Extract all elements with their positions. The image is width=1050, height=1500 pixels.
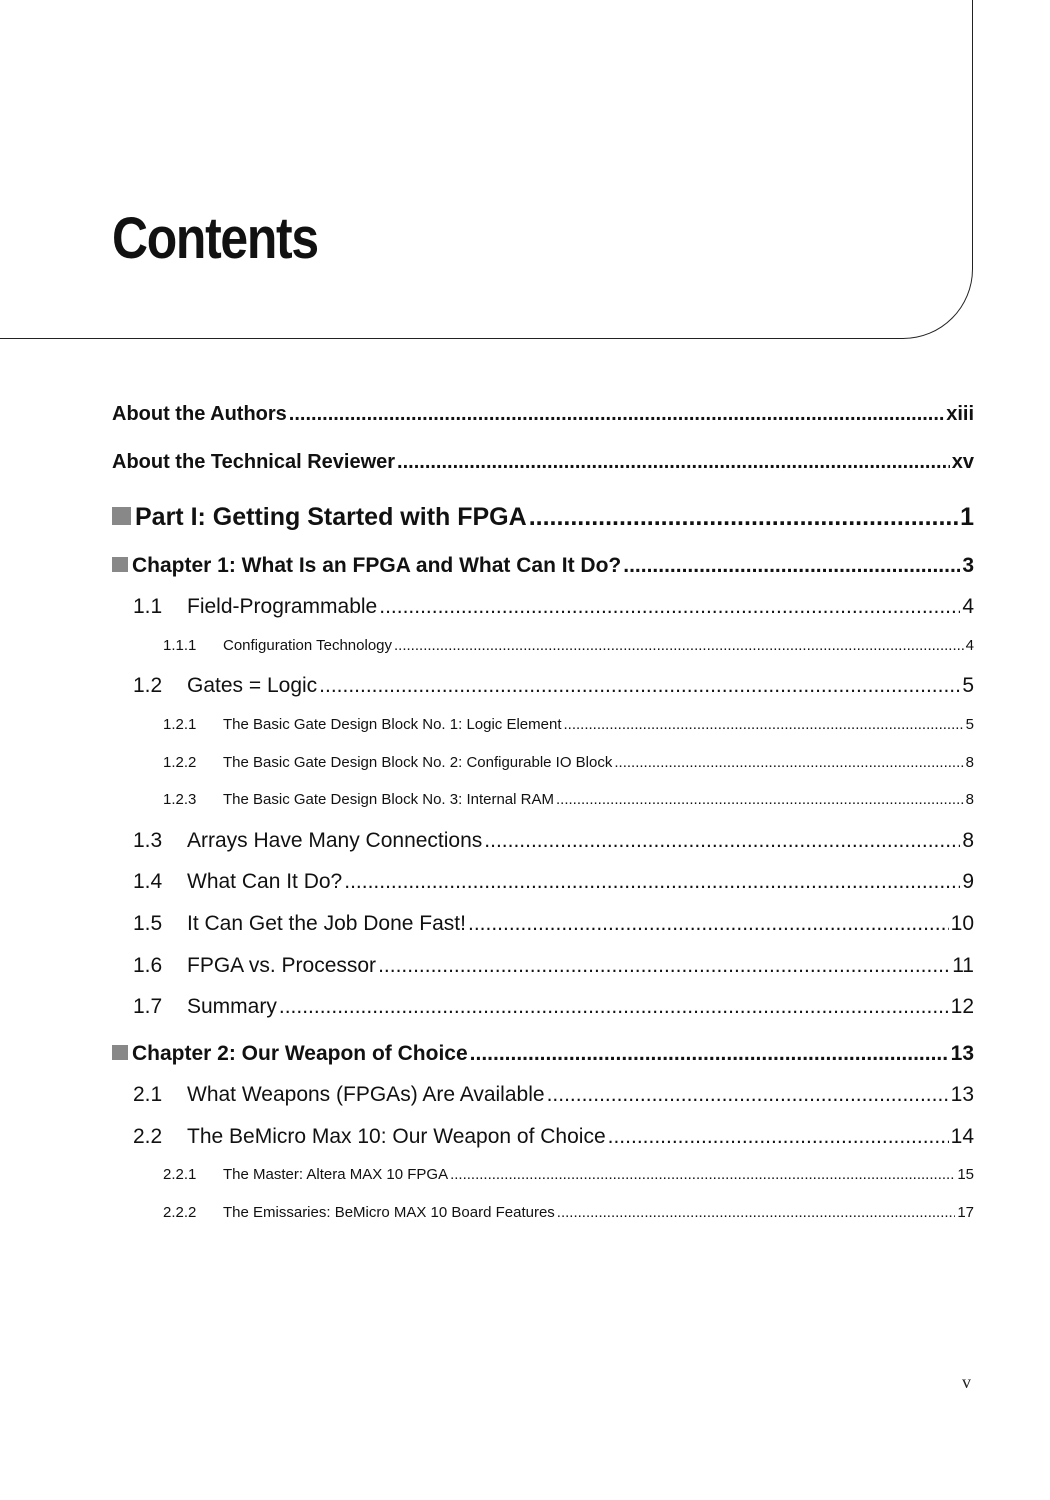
entry-page: 1 xyxy=(960,503,974,531)
entry-page: 14 xyxy=(950,1125,974,1148)
toc-entry-1-5[interactable] xyxy=(133,912,974,936)
entry-page: 5 xyxy=(962,674,974,697)
toc-entry-1-2-2[interactable] xyxy=(163,754,974,771)
entry-title: Chapter 1: What Is an FPGA and What Can It Do? xyxy=(132,554,622,577)
entry-title: Configuration Technology xyxy=(223,637,393,654)
entry-number: 1.1.1 xyxy=(163,637,197,654)
entry-page: 5 xyxy=(965,716,974,733)
toc-entry-chapter-1[interactable] xyxy=(112,554,974,578)
entry-title: The Basic Gate Design Block No. 3: Internal RAM xyxy=(223,791,554,808)
entry-number: 2.2 xyxy=(133,1125,163,1148)
toc-entry-1-1-1[interactable] xyxy=(163,637,974,654)
square-bullet-icon xyxy=(112,1045,128,1060)
dot-leader xyxy=(547,1083,949,1107)
dot-leader xyxy=(556,791,964,808)
toc-entry-chapter-2[interactable] xyxy=(112,1042,974,1066)
dot-leader xyxy=(557,1204,956,1221)
entry-title: Field-Programmable xyxy=(187,595,378,618)
dot-leader xyxy=(470,1042,949,1066)
entry-title: What Can It Do? xyxy=(187,870,343,893)
dot-leader xyxy=(623,554,960,578)
entry-title: About the Technical Reviewer xyxy=(112,451,396,473)
entry-number: 2.2.2 xyxy=(163,1204,197,1221)
entry-page: xiii xyxy=(946,403,974,425)
toc-entry-2-2-2[interactable] xyxy=(163,1204,974,1221)
entry-number: 1.2.2 xyxy=(163,754,197,771)
entry-page: 11 xyxy=(952,954,974,977)
dot-leader xyxy=(608,1125,949,1149)
dot-leader xyxy=(468,912,949,936)
dot-leader xyxy=(319,674,960,698)
dot-leader xyxy=(344,870,960,894)
entry-page: 8 xyxy=(965,754,974,771)
entry-page: 15 xyxy=(957,1166,974,1183)
dot-leader xyxy=(564,716,964,733)
entry-number: 1.2.1 xyxy=(163,716,197,733)
entry-number: 1.5 xyxy=(133,912,163,935)
dot-leader xyxy=(450,1166,955,1183)
entry-page: 10 xyxy=(950,912,974,935)
dot-leader xyxy=(378,954,950,978)
entry-title: It Can Get the Job Done Fast! xyxy=(187,912,466,935)
page-title: Contents xyxy=(112,206,318,271)
entry-page: 3 xyxy=(962,554,974,577)
entry-title: What Weapons (FPGAs) Are Available xyxy=(187,1083,545,1106)
entry-number: 1.1 xyxy=(133,595,163,618)
square-bullet-icon xyxy=(112,507,131,525)
toc-entry-part-1[interactable] xyxy=(112,503,974,532)
entry-page: 8 xyxy=(965,791,974,808)
entry-number: 2.1 xyxy=(133,1083,163,1106)
entry-page: xv xyxy=(951,451,974,473)
entry-title: The Emissaries: BeMicro MAX 10 Board Features xyxy=(223,1204,555,1221)
entry-title: About the Authors xyxy=(112,403,287,425)
entry-title: Part I: Getting Started with FPGA xyxy=(135,503,527,531)
entry-title: The Basic Gate Design Block No. 2: Configurable IO Block xyxy=(223,754,613,771)
toc-entry-about-reviewer[interactable] xyxy=(112,451,974,474)
toc-entry-2-2-1[interactable] xyxy=(163,1166,974,1183)
entry-number: 1.4 xyxy=(133,870,163,893)
entry-title: Gates = Logic xyxy=(187,674,318,697)
entry-page: 12 xyxy=(950,995,974,1018)
dot-leader xyxy=(394,637,964,654)
entry-number: 1.3 xyxy=(133,829,163,852)
dot-leader xyxy=(279,995,949,1019)
toc-entry-1-4[interactable] xyxy=(133,870,974,894)
entry-page: 8 xyxy=(962,829,974,852)
toc-entry-1-3[interactable] xyxy=(133,829,974,853)
dot-leader xyxy=(484,829,960,853)
toc-entry-about-authors[interactable] xyxy=(112,403,974,426)
entry-number: 2.2.1 xyxy=(163,1166,197,1183)
entry-page: 4 xyxy=(962,595,974,618)
page-number: v xyxy=(962,1372,971,1392)
toc-entry-1-1[interactable] xyxy=(133,595,974,619)
toc-entry-1-6[interactable] xyxy=(133,954,974,978)
entry-page: 13 xyxy=(950,1042,974,1065)
toc-entry-1-2[interactable] xyxy=(133,674,974,698)
entry-number: 1.6 xyxy=(133,954,163,977)
dot-leader xyxy=(529,503,958,532)
entry-number: 1.2.3 xyxy=(163,791,197,808)
dot-leader xyxy=(289,403,944,426)
entry-title: Summary xyxy=(187,995,277,1018)
entry-title: FPGA vs. Processor xyxy=(187,954,377,977)
toc-entry-2-1[interactable] xyxy=(133,1083,974,1107)
entry-title: The BeMicro Max 10: Our Weapon of Choice xyxy=(187,1125,606,1148)
entry-number: 1.7 xyxy=(133,995,163,1018)
entry-title: Arrays Have Many Connections xyxy=(187,829,483,852)
toc-entry-1-2-3[interactable] xyxy=(163,791,974,808)
entry-title: The Basic Gate Design Block No. 1: Logic Element xyxy=(223,716,562,733)
dot-leader xyxy=(397,451,950,474)
entry-title: Chapter 2: Our Weapon of Choice xyxy=(132,1042,468,1065)
entry-page: 13 xyxy=(950,1083,974,1106)
entry-title: The Master: Altera MAX 10 FPGA xyxy=(223,1166,449,1183)
entry-page: 17 xyxy=(957,1204,974,1221)
entry-number: 1.2 xyxy=(133,674,163,697)
toc-entry-1-2-1[interactable] xyxy=(163,716,974,733)
entry-page: 4 xyxy=(965,637,974,654)
square-bullet-icon xyxy=(112,557,128,572)
entry-page: 9 xyxy=(962,870,974,893)
toc-entry-2-2[interactable] xyxy=(133,1125,974,1149)
dot-leader xyxy=(379,595,960,619)
toc-entry-1-7[interactable] xyxy=(133,995,974,1019)
dot-leader xyxy=(614,754,963,771)
